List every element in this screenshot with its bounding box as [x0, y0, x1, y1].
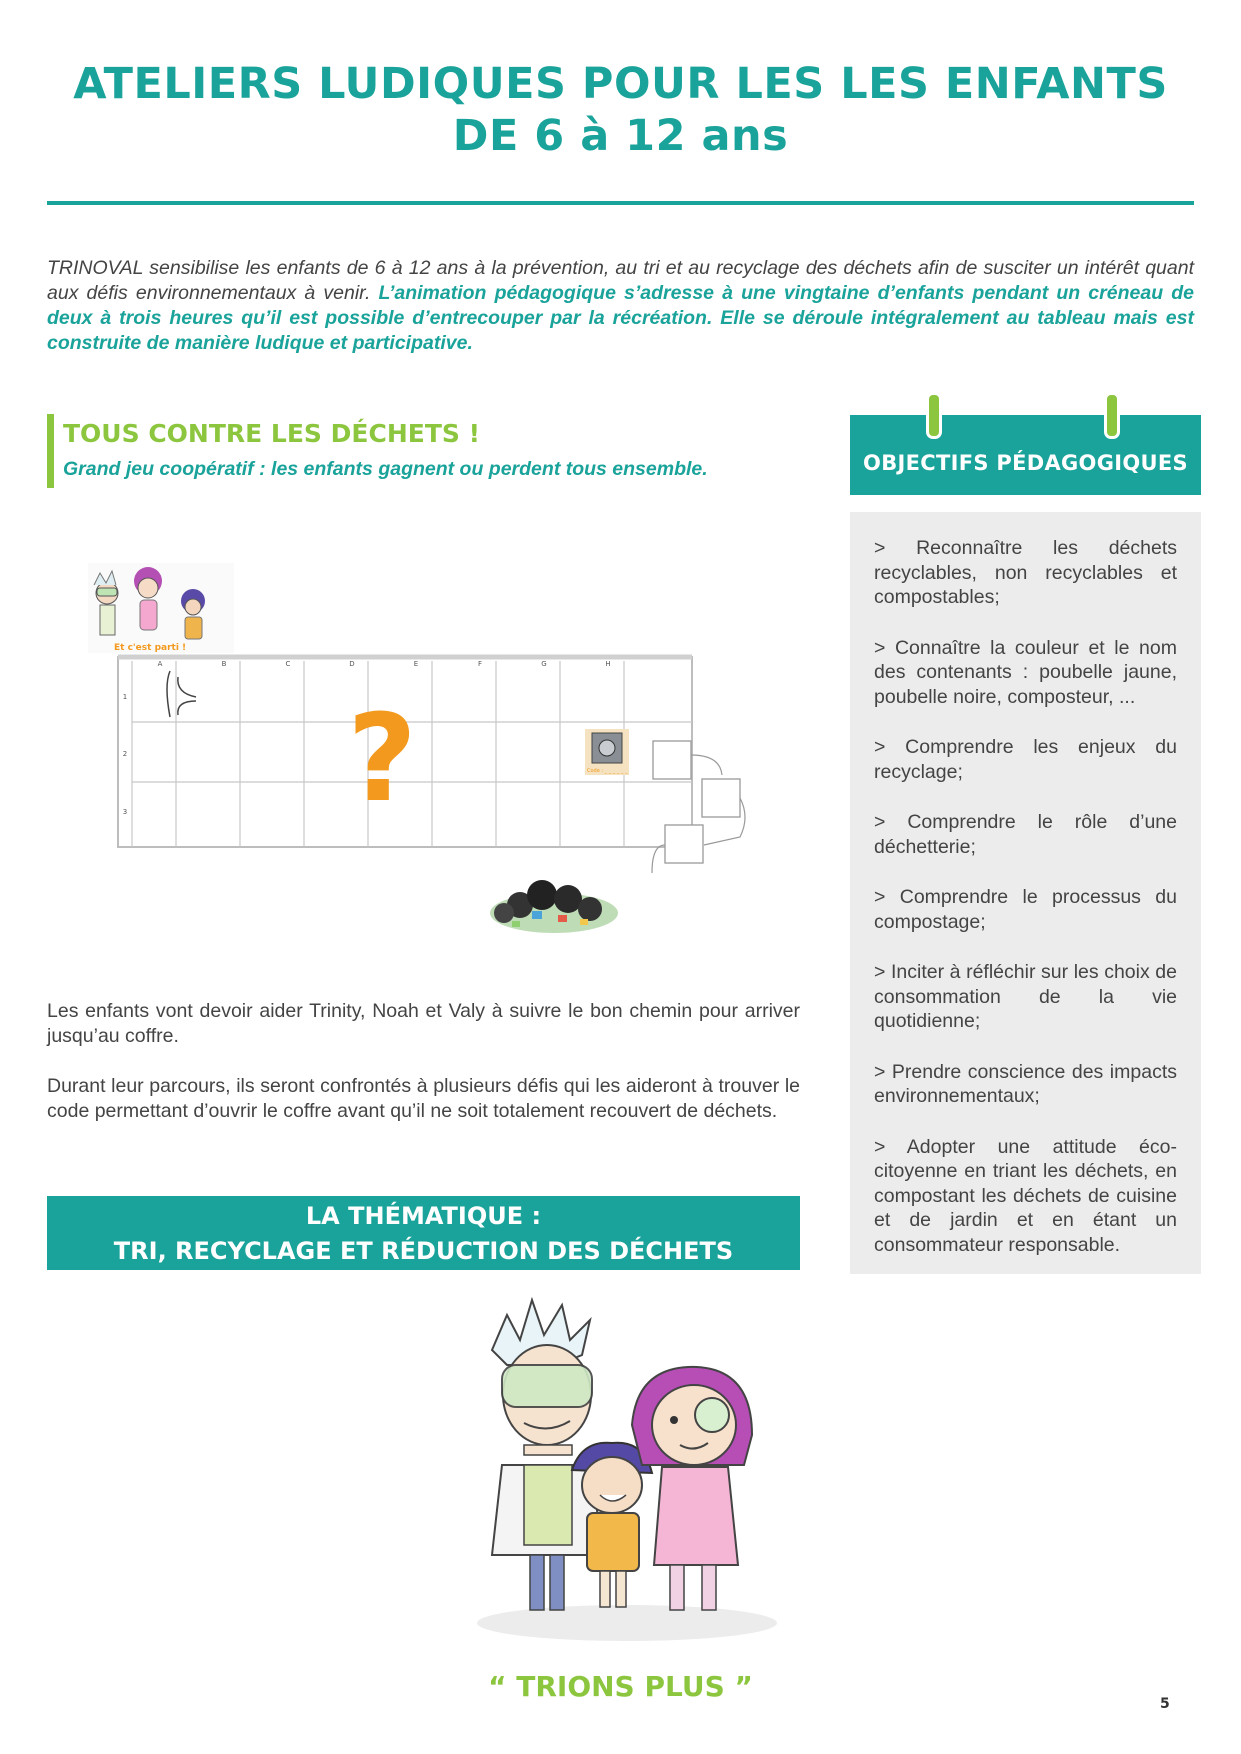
col-label: C	[285, 660, 291, 668]
theme-line-1: LA THÉMATIQUE :	[305, 1202, 542, 1230]
intro-paragraph	[47, 256, 1194, 356]
waste-pile-icon	[490, 880, 618, 933]
ground-shadow	[477, 1605, 777, 1641]
row-label: 2	[122, 750, 128, 758]
col-label: G	[541, 660, 547, 668]
objectives-title: OBJECTIFS PÉDAGOGIQUES	[850, 415, 1201, 495]
theme-banner	[47, 1196, 800, 1270]
objectives-panel	[850, 512, 1201, 1274]
intro-highlight-text: L’animation pédagogique s’adresse à une vingtaine d’enfants pendant un créneau de deux à trois heures qu’il est possible d’entrecouper par la récréation. Elle se déroule intégralement au tableau mais est construite de manière ludique et participative.	[47, 282, 1194, 354]
row-label: 1	[122, 693, 128, 701]
safe-icon	[585, 729, 629, 775]
page-title	[48, 58, 1193, 162]
col-label: D	[349, 660, 355, 668]
game-title: TOUS CONTRE LES DÉCHETS !	[63, 419, 480, 448]
board-grid	[118, 657, 745, 873]
game-paragraph-2: Durant leur parcours, ils seront confrontés à plusieurs défis qui les aideront à trouver le code permettant d’ouvrir le coffre avant qu’il ne soit totalement recouvert de déchets.	[47, 1075, 800, 1122]
objective-item: > Adopter une attitude éco-citoyenne en triant les déchets, en compostant les déchets de cuisine et de jardin et en étant un consommateur responsable.	[874, 1135, 1177, 1256]
character-valy	[632, 1367, 752, 1610]
page-number: 5	[1160, 1696, 1170, 1712]
row-label: 3	[122, 808, 128, 816]
game-subtitle: Grand jeu coopératif : les enfants gagnent ou perdent tous ensemble.	[63, 458, 708, 480]
slogan: “ TRIONS PLUS ”	[488, 1670, 753, 1703]
theme-line-2: TRI, RECYCLAGE ET RÉDUCTION DES DÉCHETS	[113, 1237, 734, 1265]
col-label: F	[477, 660, 483, 668]
characters-thumbnail	[88, 563, 234, 653]
title-line-2: DE 6 à 12 ans	[452, 111, 789, 161]
characters-illustration	[462, 1295, 792, 1645]
col-label: A	[157, 660, 163, 668]
objective-item: > Comprendre les enjeux du recyclage;	[874, 736, 1177, 783]
objective-item: > Comprendre le processus du compostage;	[874, 886, 1177, 933]
intro-plain-text: TRINOVAL sensibilise les enfants de 6 à 12 ans à la prévention, au tri et au recyclage des déchets afin de susciter un intérêt quant aux défis environnementaux à venir.	[47, 257, 1194, 304]
objective-item: > Reconnaître les déchets recyclables, non recyclables et compostables;	[874, 537, 1177, 608]
start-caption: Et c'est parti !	[114, 643, 187, 653]
col-label: E	[413, 660, 419, 668]
clip-left-overlay-icon	[926, 392, 942, 439]
safe-code-label: Code : _ _ _ _ _ _	[587, 768, 628, 774]
objective-item: > Prendre conscience des impacts environnementaux;	[874, 1060, 1177, 1107]
objective-item: > Inciter à réfléchir sur les choix de consommation de la vie quotidienne;	[874, 961, 1177, 1032]
objective-item: > Comprendre le rôle d’une déchetterie;	[874, 811, 1177, 858]
title-divider	[47, 201, 1194, 205]
game-paragraph-1: Les enfants vont devoir aider Trinity, Noah et Valy à suivre le bon chemin pour arriver jusqu’au coffre.	[47, 1000, 800, 1047]
title-line-1: ATELIERS LUDIQUES POUR LES LES ENFANTS	[73, 59, 1168, 109]
col-label: B	[221, 660, 227, 668]
question-mark-icon: ?	[347, 690, 417, 829]
game-board-illustration	[80, 555, 760, 950]
objective-item: > Connaître la couleur et le nom des contenants : poubelle jaune, poubelle noire, composteur, ...	[874, 636, 1177, 708]
clip-right-overlay-icon	[1104, 392, 1120, 439]
col-label: H	[605, 660, 611, 668]
section-accent-bar	[47, 414, 54, 488]
